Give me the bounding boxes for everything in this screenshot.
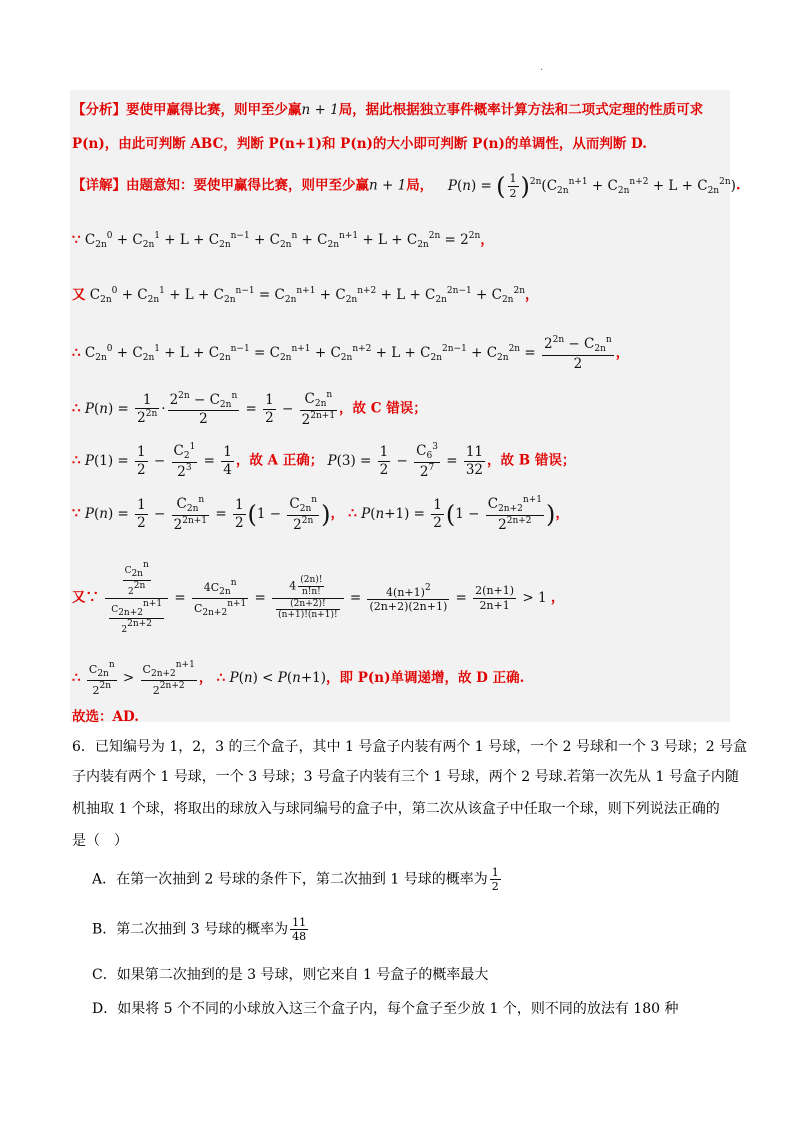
page-marker: .: [540, 62, 544, 73]
step-binomial-sum: ∵ $C_{2n}^0 + C_{2n}^1 + L + C_{2n}^{n-1} + C_{2n}^n + C_{2n}^{n+1} + L + C_{2n}^{2n} = 2^{2n}$，: [72, 231, 494, 250]
step-p1-p3: ∴ P(1) = $\frac{1}{2}$ − $\frac{C_2^1}{2^3}$ = $\frac{1}{4}$ ，故 A 正确； P(3) = $\frac{1}{2}$ − $\frac{C_6^3}{2^7}$ = $\frac{11}{32}$ ，故 B 错误；: [72, 442, 576, 480]
analysis-math: n + 1: [301, 102, 339, 118]
detail-period: .: [735, 177, 741, 194]
detail-tag: 【详解】: [72, 177, 126, 194]
b-wrong: ，故 B 错误；: [487, 452, 576, 469]
therefore-symbol: ∴: [72, 345, 81, 361]
option-c: C．如果第二次抽到的是 3 号球，则它来自 1 号盒子的概率最大: [92, 967, 489, 983]
d-right: ，即 P(n)单调递增，故 D 正确.: [326, 670, 525, 686]
detail-math: n + 1: [369, 177, 407, 194]
option-d: D．如果将 5 个不同的小球放入这三个盒子内，每个盒子至少放 1 个，则不同的放法有 180 种: [92, 1001, 679, 1017]
c-wrong: ，故 C 错误；: [339, 400, 427, 417]
analysis-line-1: [72, 98, 703, 118]
question-stem-1: 6．已知编号为 1，2，3 的三个盒子，其中 1 号盒子内装有两个 1 号球，一个 2 号球和一个 3 号球；2 号盒: [72, 739, 748, 755]
analysis-line-2: P(n)，由此可判断 ABC，判断 P(n+1)和 P(n)的大小即可判断 P(n)的单调性，从而判断 D.: [72, 136, 647, 152]
answer-choice: 故选：AD.: [72, 709, 139, 725]
option-a-fraction: $\frac{1}{2}$: [491, 866, 499, 894]
because-symbol: ∵: [72, 232, 81, 248]
step-pn-formula: ∴ P(n) = $\frac{1}{2^{2n}}$ · $\frac{2^{2n} - C_{2n}^n}{2}$ = $\frac{1}{2}$ − $\frac{C_{2n}^n}{2^{2n+1}}$ ，故 C 错误；: [72, 390, 427, 428]
analysis-text-1-end: 局，据此根据独立事件概率计算方法和二项式定理的性质可求: [338, 102, 704, 118]
question-stem-3: 机抽取 1 个球，将取出的球放入与球同编号的盒子中，第二次从该盒子中任取一个球，则下列说法正确的: [72, 801, 720, 817]
question-stem-4: 是（ ）: [72, 833, 128, 849]
step-ratio: 又∵ $\frac{\frac{C2nn}{22n}}{\frac{C2n+2n+1}{22n+2}}$ = $\frac{4C_{2n}^n}{C_{2n+2}^{n+1}}$ = 4 $\frac{(2n)!}{n!n!}$ $\frac{(2n+2)!}{(n+1)!(n+1)!}$ = $\frac{4(n+1)^2}{(2n+2)(2n+1)}$ = $\frac{2(n+1)}{2n+1}$ > 1 ，: [72, 560, 565, 636]
detail-end: 局，: [406, 177, 434, 194]
step-half-sum: ∴ $C_{2n}^0 + C_{2n}^1 + L + C_{2n}^{n-1} = C_{2n}^{n+1} + C_{2n}^{n+2} + L + C_{2n}^{2n-1} + C_{2n}^{2n}$ = $\frac{2^{2n} - C_{2n}^n}{2}$ ，: [72, 335, 630, 372]
also-because-symbol: 又∵: [72, 589, 99, 606]
question-stem-2: 子内装有两个 1 号球，一个 3 号球；3 号盒子内装有三个 1 号球，两个 2 号球.若第一次先从 1 号盒子内随: [72, 769, 739, 785]
also-symbol: 又: [72, 287, 86, 303]
formula-pn: P(n) = ( $\frac{1}{2}$ )$^{2n}(C_{2n}^{n+1} + C_{2n}^{n+2} + L + C_{2n}^{2n})$: [447, 172, 736, 200]
detail-line: [72, 172, 741, 200]
comma: ，: [480, 232, 494, 248]
option-b: B．第二次抽到 3 号球的概率为 $\frac{11}{48}$: [92, 916, 307, 944]
analysis-text-1: 要使甲赢得比赛，则甲至少赢: [126, 102, 302, 118]
option-a: A．在第一次抽到 2 号球的条件下，第二次抽到 1 号球的概率为 $\frac{1}{2}$: [92, 866, 499, 894]
step-symmetry: 又 $C_{2n}^0 + C_{2n}^1 + L + C_{2n}^{n-1} = C_{2n}^{n+1} + C_{2n}^{n+2} + L + C_{2n}^{2n-1} + C_{2n}^{2n}$，: [72, 286, 539, 305]
option-b-fraction: $\frac{11}{48}$: [292, 916, 307, 944]
analysis-tag: 【分析】: [72, 102, 126, 118]
step-monotonic: ∴ $\frac{C_{2n}^n}{2^{2n}}$ > $\frac{C_{2n+2}^{n+1}}{2^{2n+2}}$ ， ∴ P(n) < P(n+1)，即 P(n)单调递增，故 D 正确.: [72, 660, 525, 697]
detail-text: 由题意知：要使甲赢得比赛，则甲至少赢: [126, 177, 369, 194]
a-right: ，故 A 正确；: [235, 452, 324, 469]
step-pn-pn1: ∵ P(n) = $\frac{1}{2}$ − $\frac{C_{2n}^n}{2^{2n+1}}$ = $\frac{1}{2}$ (1 − $\frac{C_{2n}^n}{2^{2n}}$ )， ∴ P(n+1) = $\frac{1}{2}$ (1 − $\frac{C_{2n+2}^{n+1}}{2^{2n+2}}$ )，: [72, 495, 569, 533]
